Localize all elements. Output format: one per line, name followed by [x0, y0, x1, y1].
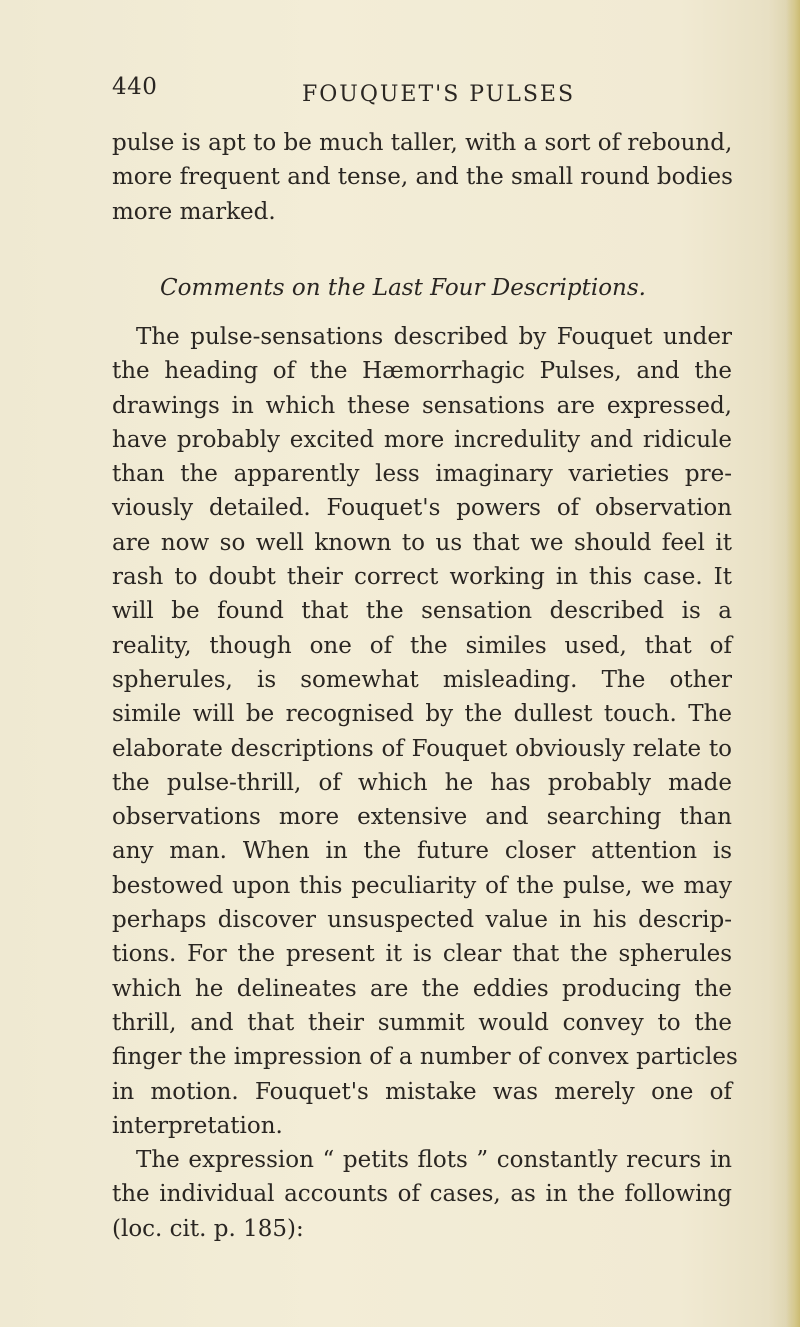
text-line: have probably excited more incredulity and ridicule: [112, 426, 732, 453]
text-line: the individual accounts of cases, as in the following: [112, 1181, 732, 1208]
text-line: simile will be recognised by the dullest touch. The: [112, 701, 732, 728]
page-number: 440: [112, 74, 158, 100]
text-line: (loc. cit. p. 185):: [112, 1215, 304, 1242]
text-line: pulse is apt to be much taller, with a sort of rebound,: [112, 130, 733, 156]
text-line: any man. When in the future closer attention is: [112, 838, 732, 865]
text-line: more marked.: [112, 198, 276, 225]
text-line: The expression “ petits flots ” constantly recurs in: [136, 1147, 732, 1174]
text-line: which he delineates are the eddies producing the: [112, 975, 732, 1002]
continued-paragraph: [112, 126, 732, 229]
text-line: than the apparently less imaginary varieties pre-: [112, 461, 732, 488]
text-line: drawings in which these sensations are expressed,: [112, 392, 732, 419]
text-line: The pulse-sensations described by Fouquet under: [136, 324, 732, 350]
text-line: observations more extensive and searching than: [112, 804, 732, 831]
page-edge-shadow: [786, 0, 800, 1327]
text-line: thrill, and that their summit would convey to the: [112, 1009, 732, 1036]
text-line: will be found that the sensation described is a: [112, 598, 732, 625]
text-line: finger the impression of a number of convex particles: [112, 1044, 738, 1071]
main-text-block: [112, 320, 738, 1246]
text-line: are now so well known to us that we should feel it: [112, 529, 732, 556]
text-line: tions. For the present it is clear that the spherules: [112, 941, 732, 968]
text-line: spherules, is somewhat misleading. The other: [112, 666, 732, 693]
section-heading: Comments on the Last Four Descriptions.: [160, 275, 646, 301]
text-line: rash to doubt their correct working in this case. It: [112, 564, 732, 591]
text-line: the heading of the Hæmorrhagic Pulses, and the: [112, 358, 732, 385]
text-line: the pulse-thrill, of which he has probably made: [112, 769, 732, 796]
text-line: perhaps discover unsuspected value in his descrip-: [112, 907, 732, 934]
text-line: bestowed upon this peculiarity of the pulse, we may: [112, 872, 732, 899]
text-line: interpretation.: [112, 1112, 283, 1139]
text-line: in motion. Fouquet's mistake was merely one of: [112, 1078, 732, 1105]
text-line: reality, though one of the similes used, that of: [112, 632, 732, 659]
text-line: more frequent and tense, and the small round bodies: [112, 164, 733, 191]
text-line: viously detailed. Fouquet's powers of observation: [112, 495, 732, 522]
running-head-title: FOUQUET'S PULSES: [302, 82, 576, 107]
text-line: elaborate descriptions of Fouquet obviously relate to: [112, 735, 732, 762]
